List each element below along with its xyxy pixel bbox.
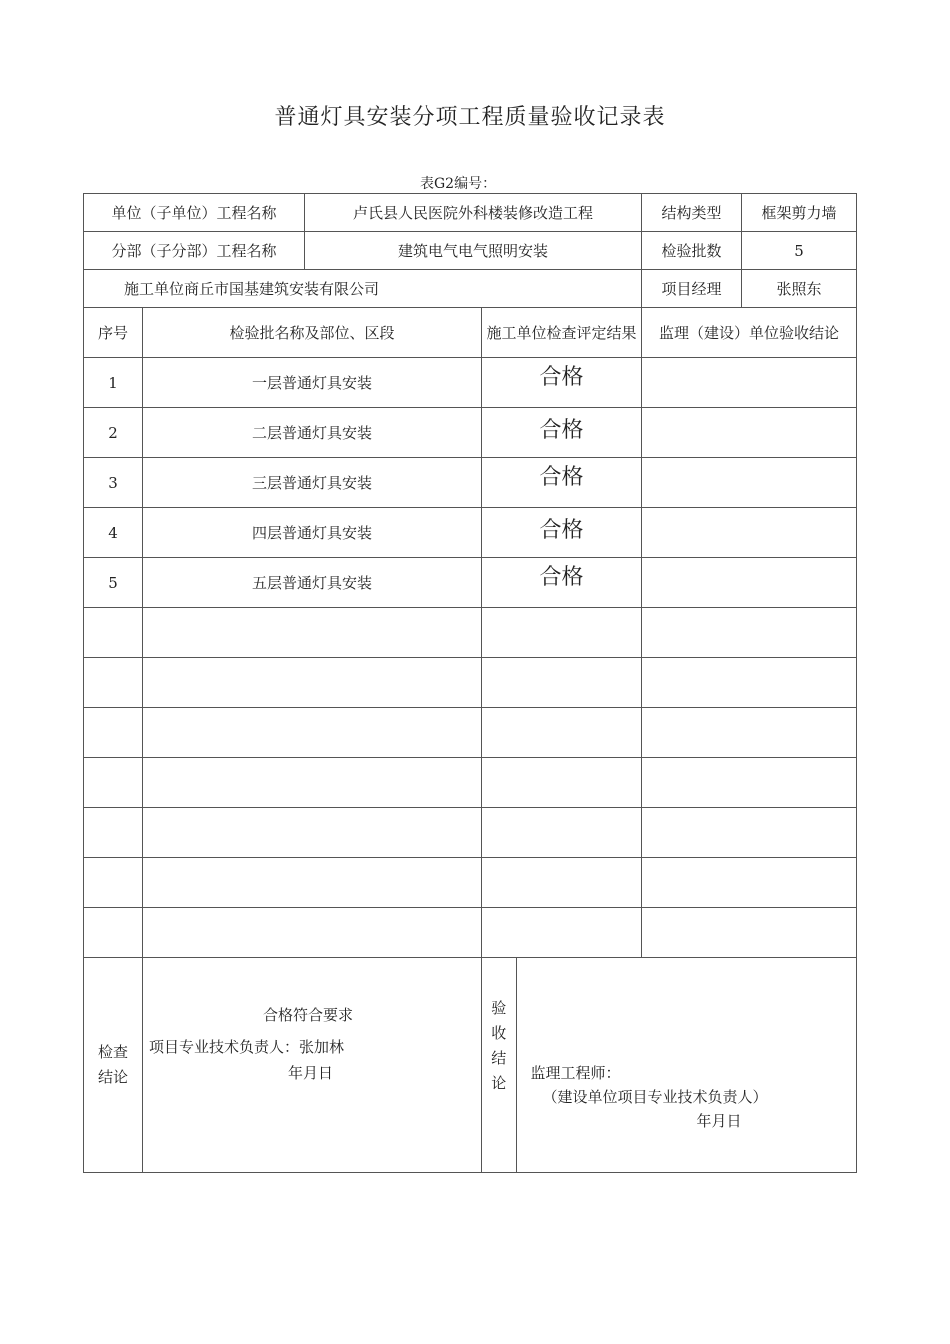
- row-supervision: [642, 408, 857, 458]
- empty-row: [84, 608, 857, 658]
- accept-date: 年月日: [696, 1112, 742, 1130]
- manager-label: 项目经理: [642, 270, 742, 308]
- footer-row: [84, 958, 857, 1173]
- table-row: [84, 358, 857, 408]
- accept-label: 验收结论: [491, 999, 507, 1092]
- header-supervision: 监理（建设）单位验收结论: [642, 308, 857, 358]
- row-name: 二层普通灯具安装: [143, 408, 482, 458]
- empty-row: [84, 708, 857, 758]
- row-no: 3: [84, 458, 143, 508]
- page-title: 普通灯具安装分项工程质量验收记录表: [274, 105, 666, 130]
- sub-label: 分部（子分部）工程名称: [84, 232, 305, 270]
- unit-value: 卢氏县人民医院外科楼装修改造工程: [305, 194, 642, 232]
- empty-row: [84, 808, 857, 858]
- table-row: [84, 408, 857, 458]
- row-no: 5: [84, 558, 143, 608]
- contractor: 施工单位商丘市国基建筑安装有限公司: [84, 270, 642, 308]
- contractor-row: [84, 270, 857, 308]
- empty-row: [84, 858, 857, 908]
- row-result: 合格: [539, 365, 584, 390]
- row-result: 合格: [539, 465, 584, 490]
- row-name: 四层普通灯具安装: [143, 508, 482, 558]
- structure-label: 结构类型: [642, 194, 742, 232]
- row-result: 合格: [539, 518, 584, 543]
- unit-row: [84, 194, 857, 232]
- row-name: 三层普通灯具安装: [143, 458, 482, 508]
- row-supervision: [642, 458, 857, 508]
- empty-row: [84, 758, 857, 808]
- check-conclusion: [143, 958, 482, 1173]
- check-person: 项目专业技术负责人：张加林: [149, 1038, 345, 1056]
- row-name: 五层普通灯具安装: [143, 558, 482, 608]
- record-table: [83, 193, 857, 1173]
- structure-value: 框架剪力墙: [742, 194, 857, 232]
- table-row: [84, 458, 857, 508]
- check-text: 合格符合要求: [263, 1006, 354, 1024]
- batch-label: 检验批数: [642, 232, 742, 270]
- row-result: 合格: [539, 565, 584, 590]
- manager-value: 张照东: [742, 270, 857, 308]
- header-row: [84, 308, 857, 358]
- check-label: 检查结论: [97, 1043, 128, 1086]
- row-supervision: [642, 558, 857, 608]
- check-date: 年月日: [288, 1064, 334, 1082]
- table-row: [84, 558, 857, 608]
- engineer-label: 监理工程师：: [530, 1064, 621, 1082]
- row-supervision: [642, 508, 857, 558]
- form-code: 表G2编号：: [420, 176, 497, 192]
- accept-conclusion: [516, 958, 856, 1172]
- unit-label: 单位（子单位）工程名称: [84, 194, 305, 232]
- header-result: 施工单位检查评定结果: [482, 308, 642, 358]
- row-no: 4: [84, 508, 143, 558]
- batch-value: 5: [742, 232, 857, 270]
- row-supervision: [642, 358, 857, 408]
- table-row: [84, 508, 857, 558]
- row-no: 1: [84, 358, 143, 408]
- empty-row: [84, 658, 857, 708]
- owner-label: （建设单位项目专业技术负责人）: [542, 1088, 768, 1106]
- row-result: 合格: [539, 418, 584, 443]
- row-no: 2: [84, 408, 143, 458]
- sub-row: [84, 232, 857, 270]
- header-name: 检验批名称及部位、区段: [143, 308, 482, 358]
- sub-value: 建筑电气电气照明安装: [305, 232, 642, 270]
- empty-row: [84, 908, 857, 958]
- row-name: 一层普通灯具安装: [143, 358, 482, 408]
- header-no: 序号: [84, 308, 143, 358]
